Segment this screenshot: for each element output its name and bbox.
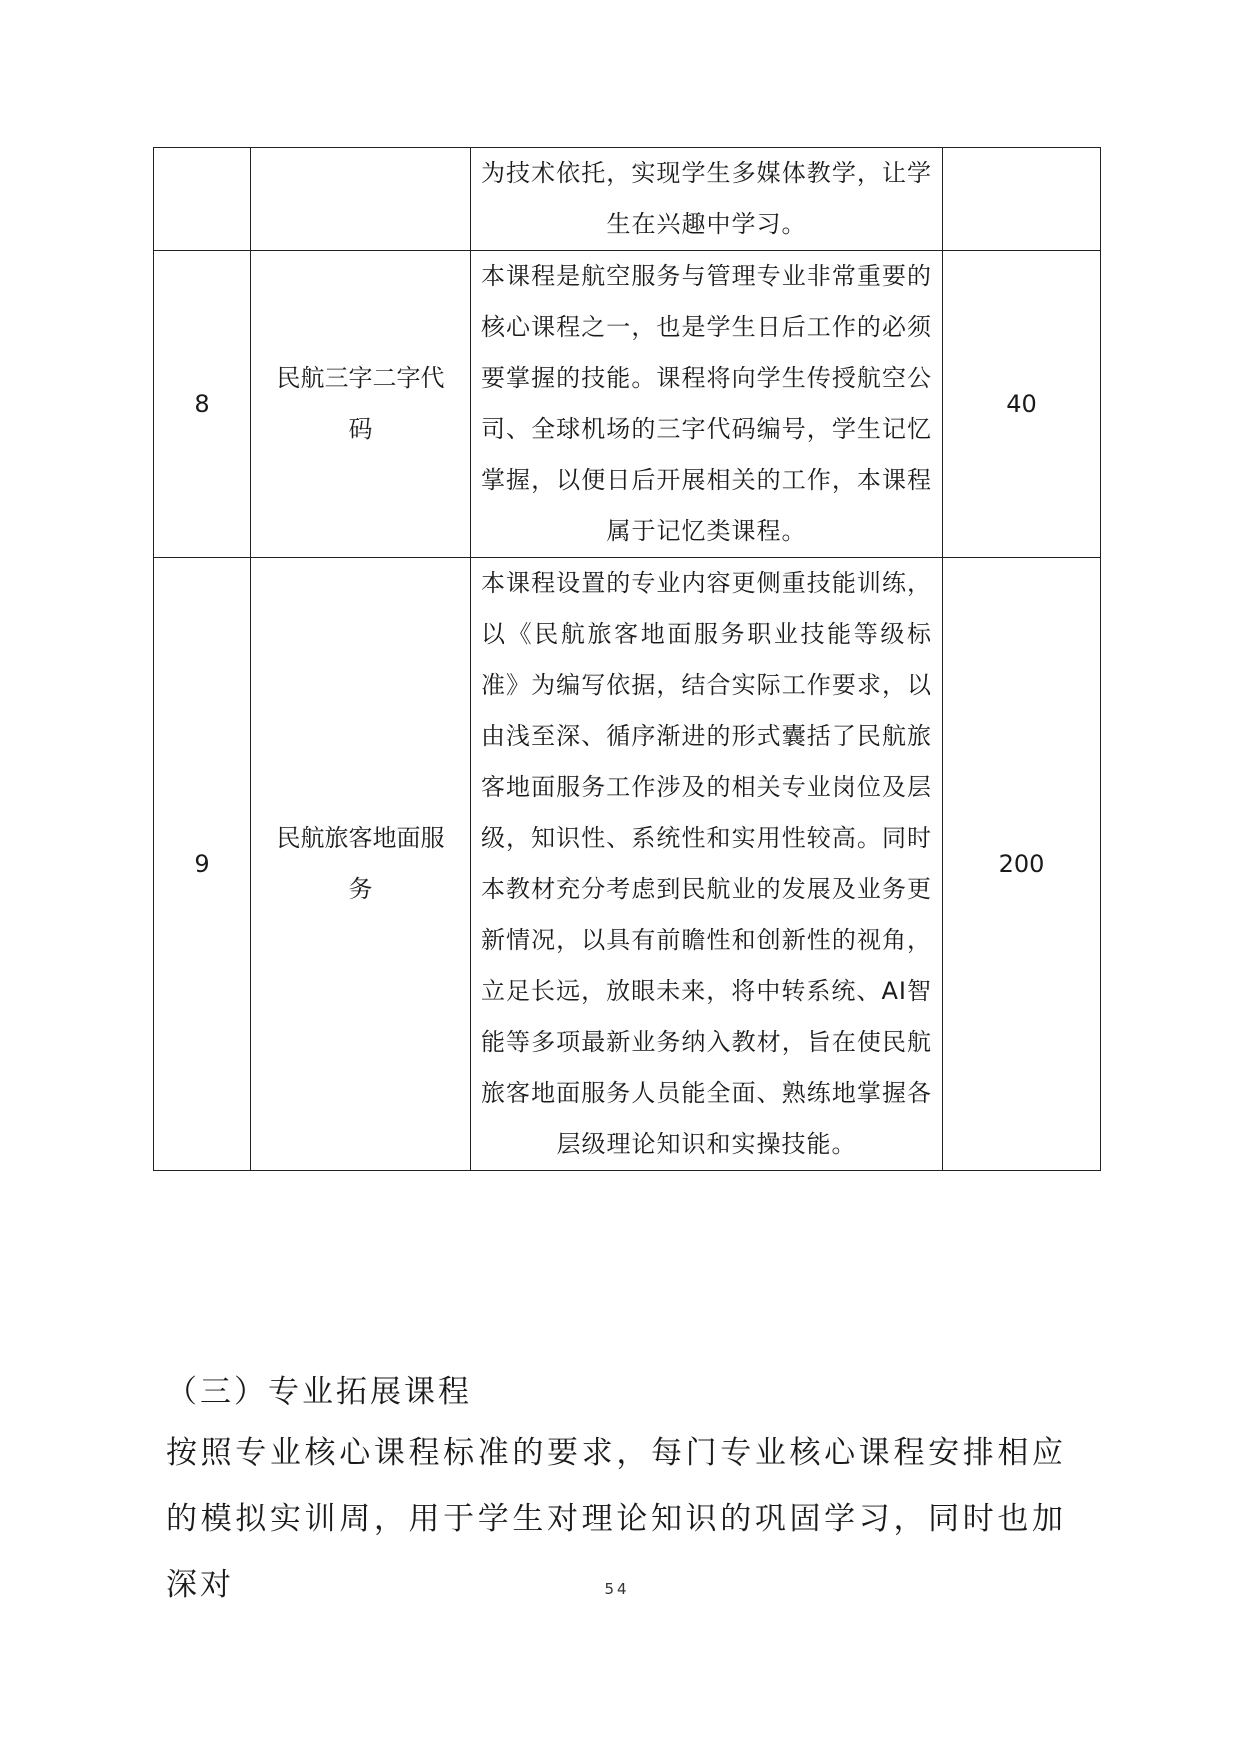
course-name-cell: 民航三字二字代码 [251, 251, 471, 558]
page-number: 54 [604, 1580, 630, 1598]
course-number-cell: 9 [154, 558, 251, 1171]
course-table [153, 147, 1101, 1171]
section-heading: （三）专业拓展课程 [166, 1374, 472, 1410]
course-description-cell: 本课程设置的专业内容更侧重技能训练，以《民航旅客地面服务职业技能等级标准》为编写依据，结合实际工作要求，以由浅至深、循序渐进的形式囊括了民航旅客地面服务工作涉及的相关专业岗位及层级，知识性、系统性和实用性较高。同时本教材充分考虑到民航业的发展及业务更新情况，以具有前瞻性和创新性的视角，立足长远，放眼未来，将中转系统、AI智能等多项最新业务纳入教材，旨在使民航旅客地面服务人员能全面、熟练地掌握各层级理论知识和实操技能。 [471, 558, 943, 1171]
course-number-cell: 8 [154, 251, 251, 558]
course-hours-cell: 40 [943, 251, 1101, 558]
table-row [154, 251, 1101, 558]
course-description-cell: 为技术依托，实现学生多媒体教学，让学生在兴趣中学习。 [471, 148, 943, 251]
body-paragraph: 按照专业核心课程标准的要求，每门专业核心课程安排相应的模拟实训周，用于学生对理论知识的巩固学习，同时也加深对 [166, 1435, 1066, 1603]
course-hours-cell: 200 [943, 558, 1101, 1171]
course-hours-cell [943, 148, 1101, 251]
table-row [154, 148, 1101, 251]
course-name-cell: 民航旅客地面服务 [251, 558, 471, 1171]
course-name-cell [251, 148, 471, 251]
course-number-cell [154, 148, 251, 251]
course-description-cell: 本课程是航空服务与管理专业非常重要的核心课程之一，也是学生日后工作的必须要掌握的技能。课程将向学生传授航空公司、全球机场的三字代码编号，学生记忆掌握，以便日后开展相关的工作，本课程属于记忆类课程。 [471, 251, 943, 558]
table-row [154, 558, 1101, 1171]
